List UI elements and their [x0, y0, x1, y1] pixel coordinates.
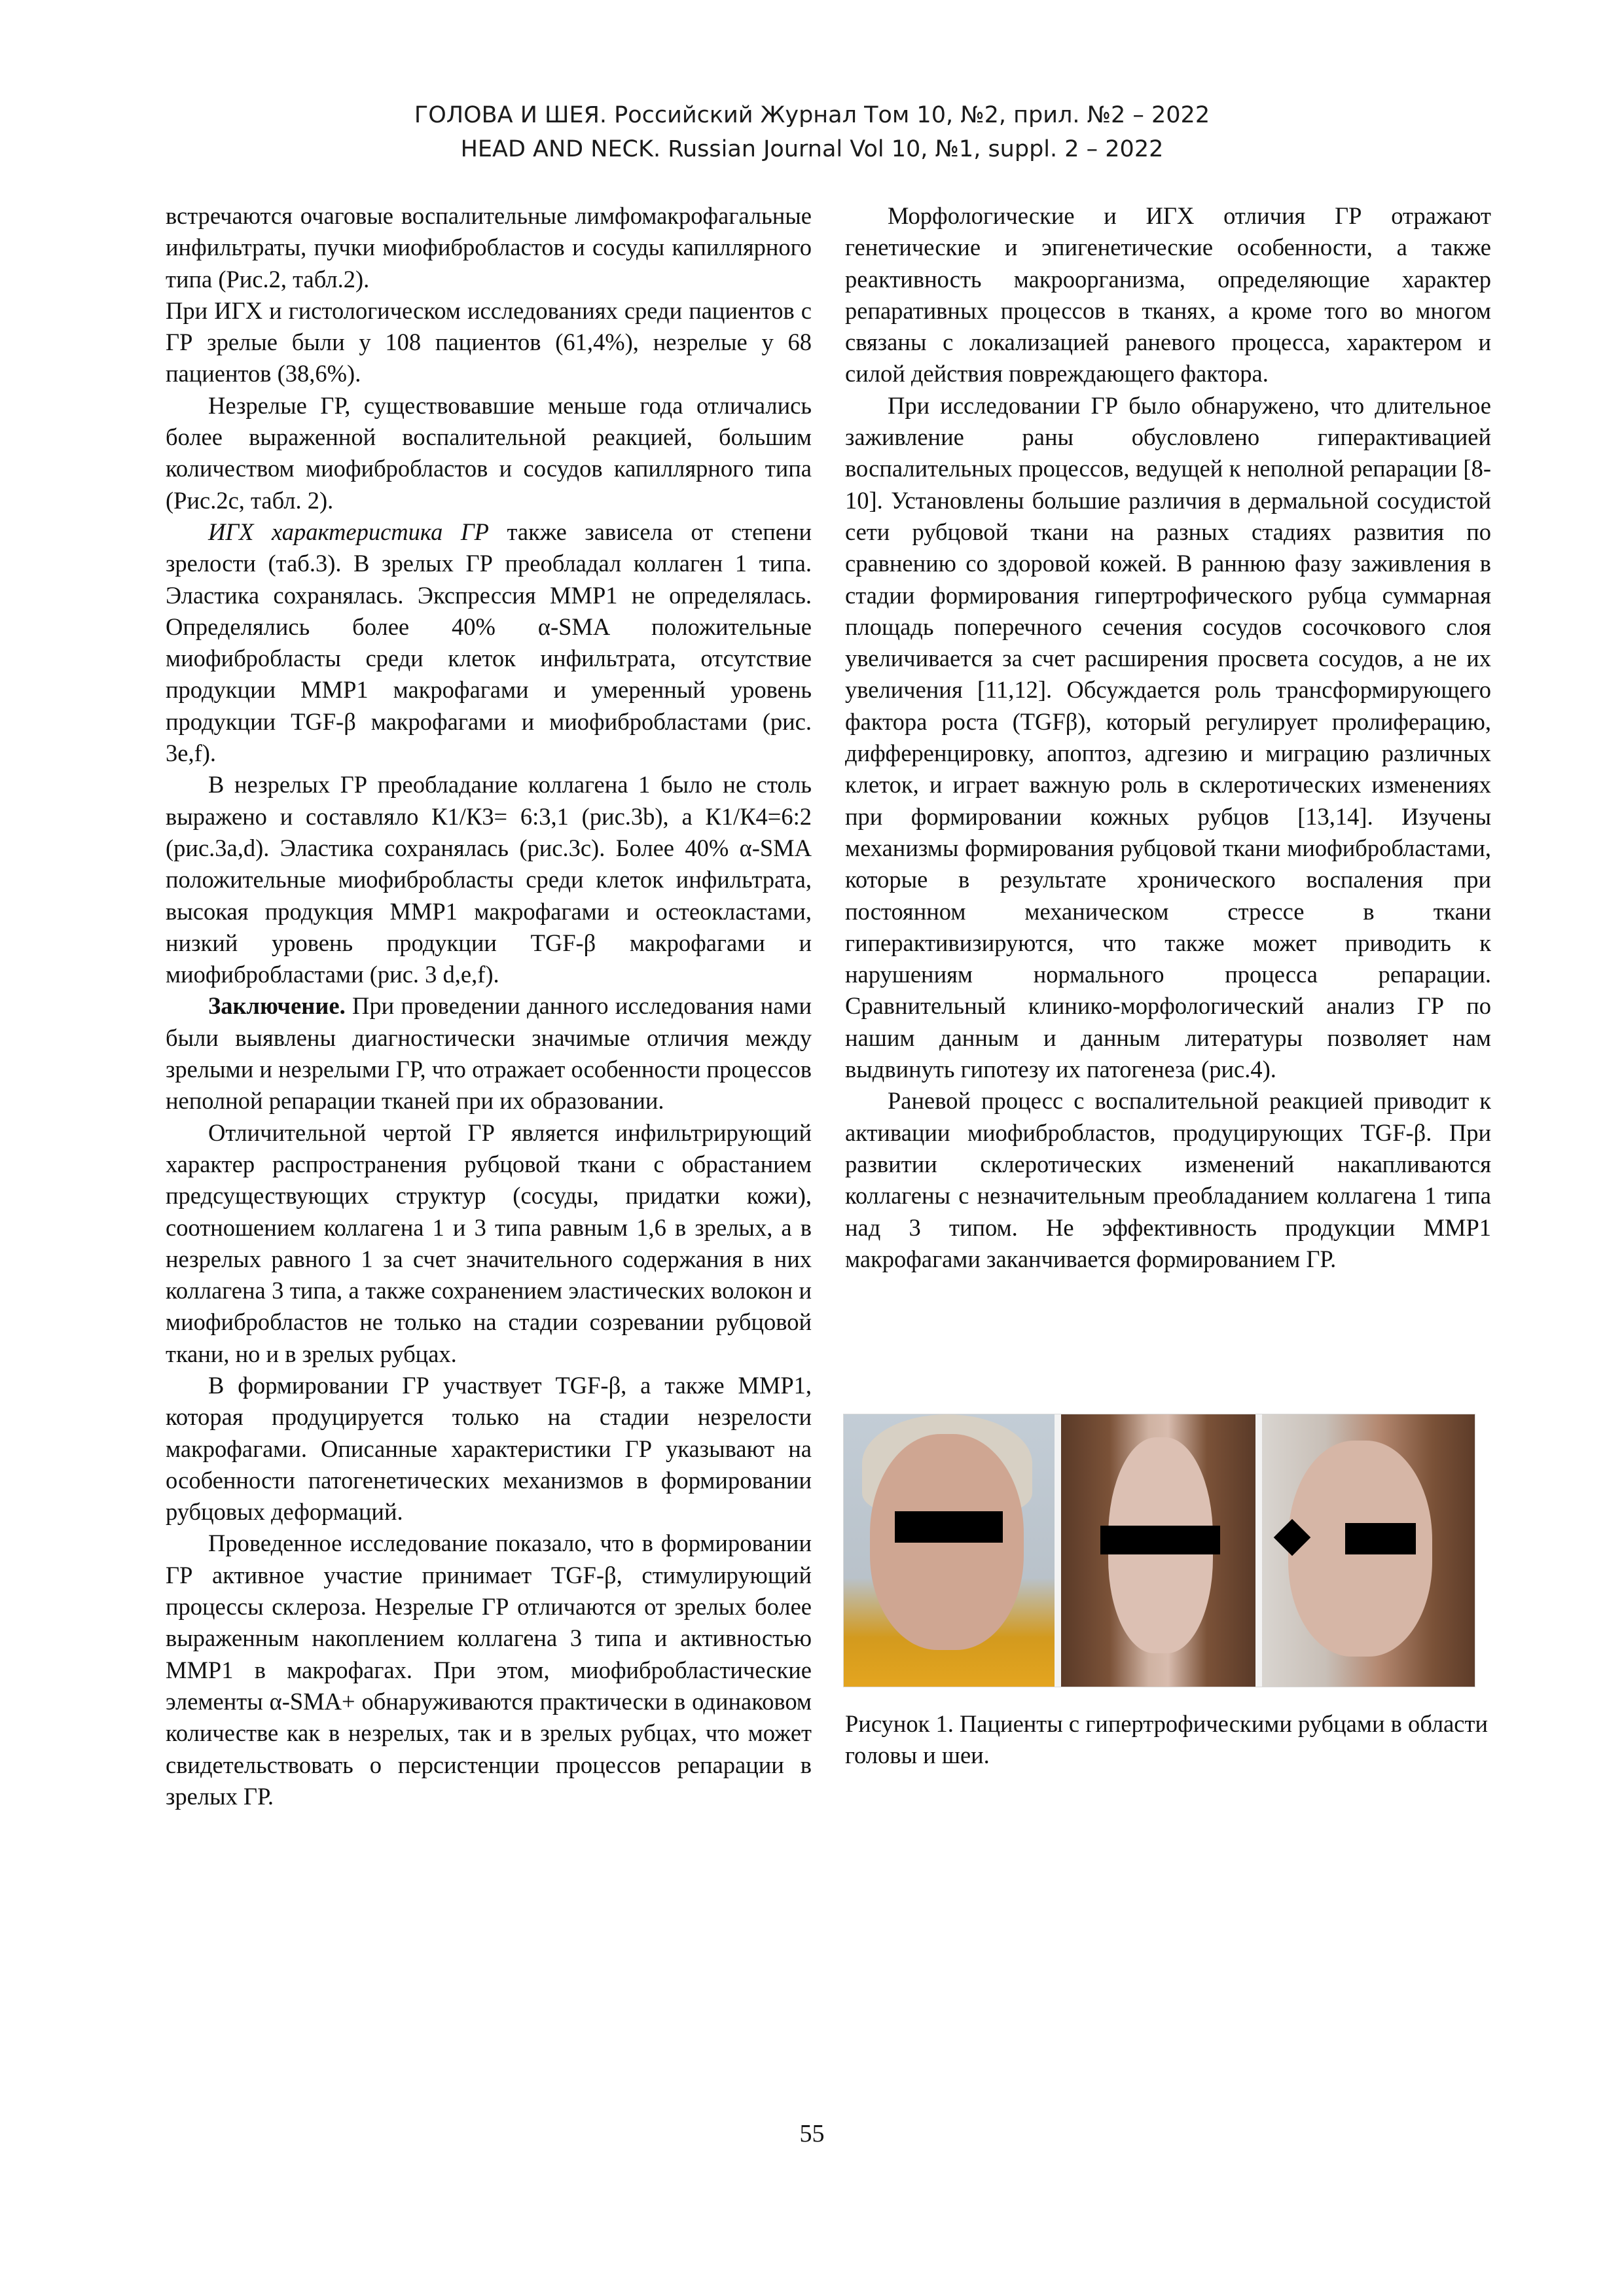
paragraph: При исследовании ГР было обнаружено, что длительное заживление раны обусловлено гиперактивацией воспалительных процессов, ведущей к неполной репарации [8-10]. Установлены большие различия в дермальной сосудистой сети рубцовой ткани на разных стадиях развития по сравнению со здоровой кожей. В раннюю фазу заживления в стадии формирования гипертрофического рубца суммарная площадь поперечного сечения сосудов сосочкового слоя увеличивается за счет расширения просвета сосудов, а не их увеличения [11,12]. Обсуждается роль трансформирующего фактора роста (TGFβ), который регулирует пролиферацию, дифференцировку, апоптоз, адгезию и миграцию различных клеток, и играет важную роль в склеротических изменениях при формировании кожных рубцов [13,14]. Изучены механизмы формирования рубцовой ткани миофибробластами, которые в результате хронического воспаления при постоянном механическом стрессе в ткани гиперактивизируются, что также может приводить к нарушениям нормального процесса репарации. Сравнительный клинико-морфологический анализ ГР по нашим данным и данным литературы позволяет нам выдвинуть гипотезу их патогенеза (рис.4).: [845, 391, 1491, 1083]
patient-photo-1: [844, 1414, 1055, 1687]
journal-header-en: HEAD AND NECK. Russian Journal Vol 10, №1, suppl. 2 – 2022: [460, 136, 1164, 162]
patient-photo-3: [1262, 1414, 1475, 1687]
paragraph: Проведенное исследование показало, что в формировании ГР активное участие принимает TGF-β, стимулирующий процессы склероза. Незрелые ГР отличаются от зрелых более выраженным накоплением коллагена 3 типа и активностью MMP1 в макрофагах. При этом, миофибробластические элементы α-SMA+ обнаруживаются практически в одинаковом количестве как в незрелых, так и в зрелых рубцах, что может свидетельствовать о персистенции процессов репарации в зрелых ГР.: [166, 1530, 812, 1810]
paragraph: ИГХ характеристика ГР также зависела от степени зрелости (таб.3). В зрелых ГР преобладал коллаген 1 типа. Эластика сохранялась. Экспрессия MMP1 не определялась. Определялись более 40% α-SMA положительные миофибробласты среди клеток инфильтрата, отсутствие продукции MMP1 макрофагами и умеренный уровень продукции TGF-β макрофагами и миофибробластами (рис. 3e,f).: [166, 518, 812, 767]
anonymization-bar: [895, 1511, 1003, 1543]
paragraph: Отличительной чертой ГР является инфильтрирующий характер распространения рубцовой ткани с обрастанием предсуществующих структур (сосуды, придатки кожи), соотношением коллагена 1 и 3 типа равным 1,6 в зрелых, а в незрелых равного 1 за счет значительного содержания в них коллагена 3 типа, а также сохранением эластических волокон и миофибробластов не только на стадии созревании рубцовой ткани, но и в зрелых рубцах.: [166, 1119, 812, 1367]
paragraph: встречаются очаговые воспалительные лимфомакрофагальные инфильтраты, пучки миофибробластов и сосуды капиллярного типа (Рис.2, табл.2).: [166, 202, 812, 293]
patient-photo-2: [1061, 1414, 1255, 1687]
right-column: [845, 200, 1491, 1275]
left-column: [166, 200, 812, 1812]
paragraph: В незрелых ГР преобладание коллагена 1 было не столь выражено и составляло К1/К3= 6:3,1 (рис.3b), а К1/К4=6:2 (рис.3a,d). Эластика сохранялась (рис.3c). Более 40% α-SMA положительные миофибробласты среди клеток инфильтрата, высокая продукция MMP1 макрофагами и остеокластами, низкий уровень продукции TGF-β макрофагами и миофибробластами (рис. 3 d,e,f).: [166, 771, 812, 988]
paragraph: Морфологические и ИГХ отличия ГР отражают генетические и эпигенетические особенности, а также реактивность макроорганизма, определяющие характер репаративных процессов в тканях, а кроме того во многом связаны с локализацией раневого процесса, характером и силой действия повреждающего фактора.: [845, 202, 1491, 387]
figure-caption: Рисунок 1. Пациенты с гипертрофическими рубцами в области головы и шеи.: [845, 1710, 1488, 1769]
conclusion-heading: Заключение.: [208, 992, 346, 1020]
page-number: 55: [799, 2120, 825, 2147]
anonymization-bar: [1100, 1526, 1220, 1554]
paragraph: Раневой процесс с воспалительной реакцией приводит к активации миофибробластов, продуцирующих TGF-β. При развитии склеротических изменений накапливаются коллагены с незначительным преобладанием коллагена 1 типа над 3 типом. Не эффективность продукции MMP1 макрофагами заканчивается формированием ГР.: [845, 1087, 1491, 1272]
paragraph: При ИГХ и гистологическом исследованиях среди пациентов с ГР зрелые были у 108 пациентов (61,4%), незрелые у 68 пациентов (38,6%).: [166, 296, 812, 387]
journal-header: [0, 98, 1624, 166]
figure-1-patient-photos: [843, 1414, 1475, 1687]
paragraph: В формировании ГР участвует TGF-β, а также MMP1, которая продуцируется только на стадии незрелости макрофагами. Описанные характеристики ГР указывают на особенности патогенетических механизмов в формировании рубцовых деформаций.: [166, 1371, 812, 1526]
italic-lead: ИГХ характеристика ГР: [208, 518, 489, 545]
anonymization-bar: [1345, 1523, 1416, 1554]
paragraph: Незрелые ГР, существовавшие меньше года отличались более выраженной воспалительной реакцией, большим количеством миофибробластов и сосудов капиллярного типа (Рис.2с, табл. 2).: [166, 391, 812, 514]
journal-header-ru: ГОЛОВА И ШЕЯ. Российский Журнал Том 10, №2, прил. №2 – 2022: [414, 102, 1210, 128]
conclusion-paragraph: Заключение. При проведении данного исследования нами были выявлены диагностически значимые отличия между зрелыми и незрелыми ГР, что отражает особенности процессов неполной репарации тканей при их образовании.: [166, 992, 812, 1115]
